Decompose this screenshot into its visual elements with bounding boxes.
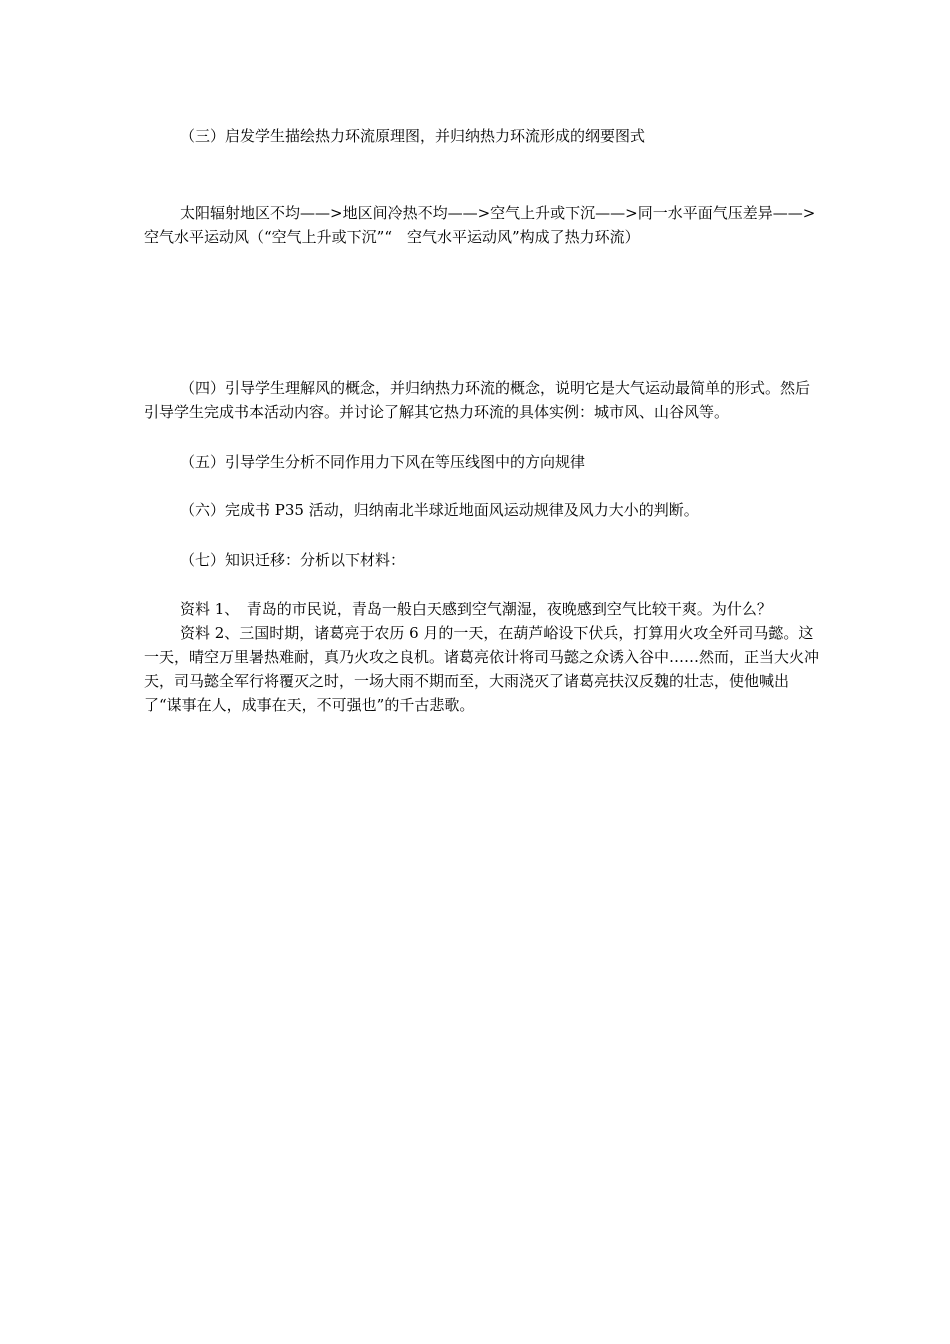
- paragraph-section-5: （五）引导学生分析不同作用力下风在等压线图中的方向规律: [180, 453, 586, 471]
- paragraph-section-3: （三）启发学生描绘热力环流原理图，并归纳热力环流形成的纲要图式: [180, 127, 646, 145]
- paragraph-section-4: （四）引导学生理解风的概念，并归纳热力环流的概念，说明它是大气运动最简单的形式。然后引导学生完成书本活动内容。并讨论了解其它热力环流的具体实例：城市风、山谷风等。: [144, 379, 811, 421]
- paragraph-material-2: 资料 2、三国时期，诸葛亮于农历 6 月的一天，在葫芦峪设下伏兵，打算用火攻全歼司马懿。这一天，晴空万里暑热难耐，真乃火攻之良机。诸葛亮依计将司马懿之众诱入谷中……然而，正当大火冲天，司马懿全军行将覆灭之时，一场大雨不期而至，大雨浇灭了诸葛亮扶汉反魏的壮志，使他喊出了“谋事在人，成事在天，不可强也”的千古悲歌。: [144, 624, 820, 714]
- paragraph-section-6: （六）完成书 P35 活动，归纳南北半球近地面风运动规律及风力大小的判断。: [180, 501, 699, 519]
- paragraph-thermal-circulation-chain: 太阳辐射地区不均——>地区间冷热不均——>空气上升或下沉——>同一水平面气压差异——>空气水平运动风（“空气上升或下沉”“ 空气水平运动风”构成了热力环流）: [144, 204, 816, 246]
- paragraph-section-7: （七）知识迁移：分析以下材料：: [180, 551, 406, 569]
- paragraph-material-1: 资料 1、 青岛的市民说，青岛一般白天感到空气潮湿，夜晚感到空气比较干爽。为什么？: [180, 600, 772, 618]
